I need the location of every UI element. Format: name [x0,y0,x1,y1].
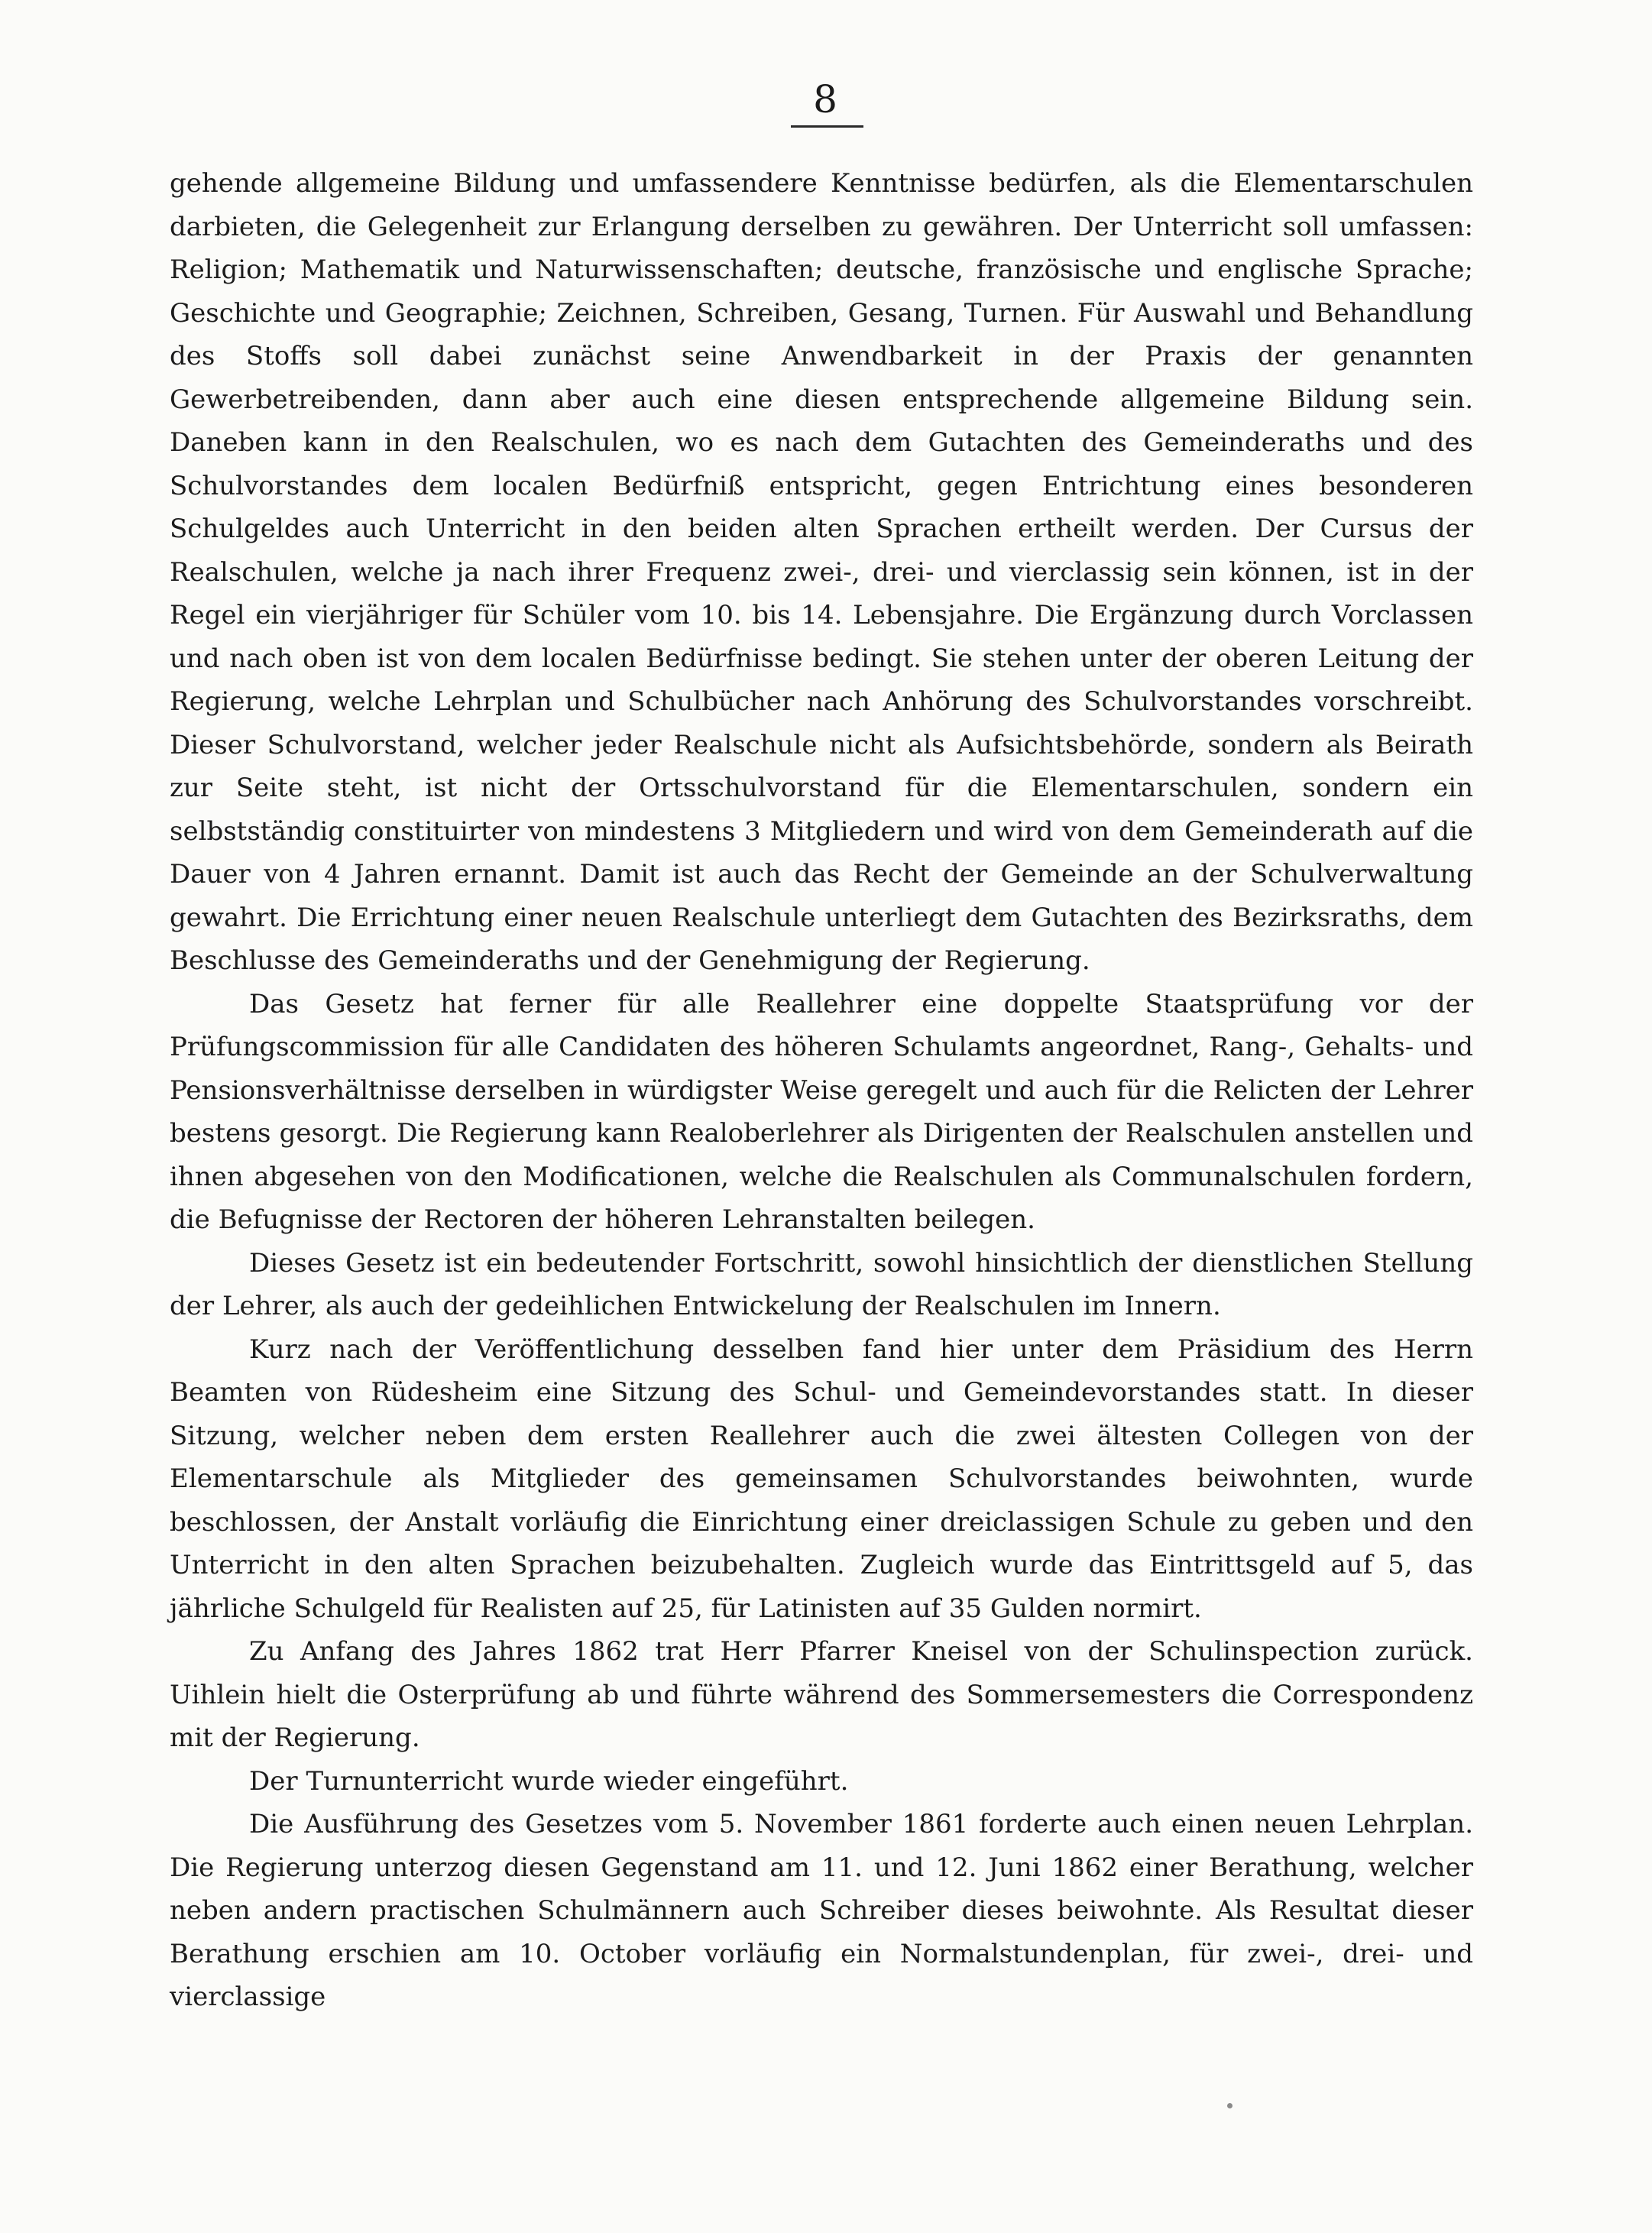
body-text [170,162,1473,2019]
page-number-underline [791,125,863,128]
paragraph-anfang-1862: Zu Anfang des Jahres 1862 trat Herr Pfarrer Kneisel von der Schulinspection zurück. Uihlein hielt die Osterprüfung ab und führte während des Sommersemesters die Correspondenz mit der Regierung. [170,1636,1473,1753]
paragraph-gesetz-fortschritt: Dieses Gesetz ist ein bedeutender Fortschritt, sowohl hinsichtlich der dienstlichen Stellung der Lehrer, als auch der gedeihlichen Entwickelung der Realschulen im Innern. [170,1247,1473,1321]
paper-speck [1227,2103,1233,2108]
paragraph-continuation: gehende allgemeine Bildung und umfassendere Kenntnisse bedürfen, als die Elementarschulen darbieten, die Gelegenheit zur Erlangung derselben zu gewähren. Der Unterricht soll umfassen: Religion; Mathematik und Naturwissenschaften; deutsche, französische und englische Sprache; Geschichte und Geographie; Zeichnen, Schreiben, Gesang, Turnen. Für Auswahl und Behandlung des Stoffs soll dabei zunächst seine Anwendbarkeit in der Praxis der genannten Gewerbetreibenden, dann aber auch eine diesen entsprechende allgemeine Bildung sein. Daneben kann in den Realschulen, wo es nach dem Gutachten des Gemeinderaths und des Schulvorstandes dem localen Bedürfniß entspricht, gegen Entrichtung eines besonderen Schulgeldes auch Unterricht in den beiden alten Sprachen ertheilt werden. Der Cursus der Realschulen, welche ja nach ihrer Frequenz zwei-, drei- und vierclassig sein können, ist in der Regel ein vierjähriger für Schüler vom 10. bis 14. Lebensjahre. Die Ergänzung durch Vorclassen und nach oben ist von dem localen Bedürfnisse bedingt. Sie stehen unter der oberen Leitung der Regierung, welche Lehrplan und Schulbücher nach Anhörung des Schulvorstandes vorschreibt. Dieser Schulvorstand, welcher jeder Realschule nicht als Aufsichtsbehörde, sondern als Beirath zur Seite steht, ist nicht der Ortsschulvorstand für die Elementarschulen, sondern ein selbstständig constituirter von mindestens 3 Mitgliedern und wird von dem Gemeinderath auf die Dauer von 4 Jahren ernannt. Damit ist auch das Recht der Gemeinde an der Schulverwaltung gewahrt. Die Errichtung einer neuen Realschule unterliegt dem Gutachten des Bezirksraths, dem Beschlusse des Gemeinderaths und der Genehmigung der Regierung. [170,168,1473,976]
paragraph-sitzung-schulvorstand: Kurz nach der Veröffentlichung desselben fand hier unter dem Präsidium des Herrn Beamten von Rüdesheim eine Sitzung des Schul- und Gemeindevorstandes statt. In dieser Sitzung, welcher neben dem ersten Reallehrer auch die zwei ältesten Collegen von der Elementarschule als Mitglieder des gemeinsamen Schulvorstandes beiwohnten, wurde beschlossen, der Anstalt vorläufig die Einrichtung einer dreiclassigen Schule zu geben und den Unterricht in den alten Sprachen beizubehalten. Zugleich wurde das Eintrittsgeld auf 5, das jährliche Schulgeld für Realisten auf 25, für Latinisten auf 35 Gulden normirt. [170,1334,1473,1624]
page-number: 8 [813,77,837,122]
paragraph-reallehrer-staatspruefung: Das Gesetz hat ferner für alle Reallehrer eine doppelte Staatsprüfung vor der Prüfungscommission für alle Candidaten des höheren Schulamts angeordnet, Rang-, Gehalts- und Pensionsverhältnisse derselben in würdigster Weise geregelt und auch für die Relicten der Lehrer bestens gesorgt. Die Regierung kann Realoberlehrer als Dirigenten der Realschulen anstellen und ihnen abgesehen von den Modificationen, welche die Realschulen als Communalschulen fordern, die Befugnisse der Rectoren der höheren Lehranstalten beilegen. [170,988,1473,1235]
paragraph-lehrplan: Die Ausführung des Gesetzes vom 5. November 1861 forderte auch einen neuen Lehrplan. Die Regierung unterzog diesen Gegenstand am 11. und 12. Juni 1862 einer Berathung, welcher neben andern practischen Schulmännern auch Schreiber dieses beiwohnte. Als Resultat dieser Berathung erschien am 10. October vorläufig ein Normalstundenplan, für zwei-, drei- und vierclassige [170,1809,1473,2012]
paragraph-turnunterricht: Der Turnunterricht wurde wieder eingeführt. [249,1765,849,1797]
